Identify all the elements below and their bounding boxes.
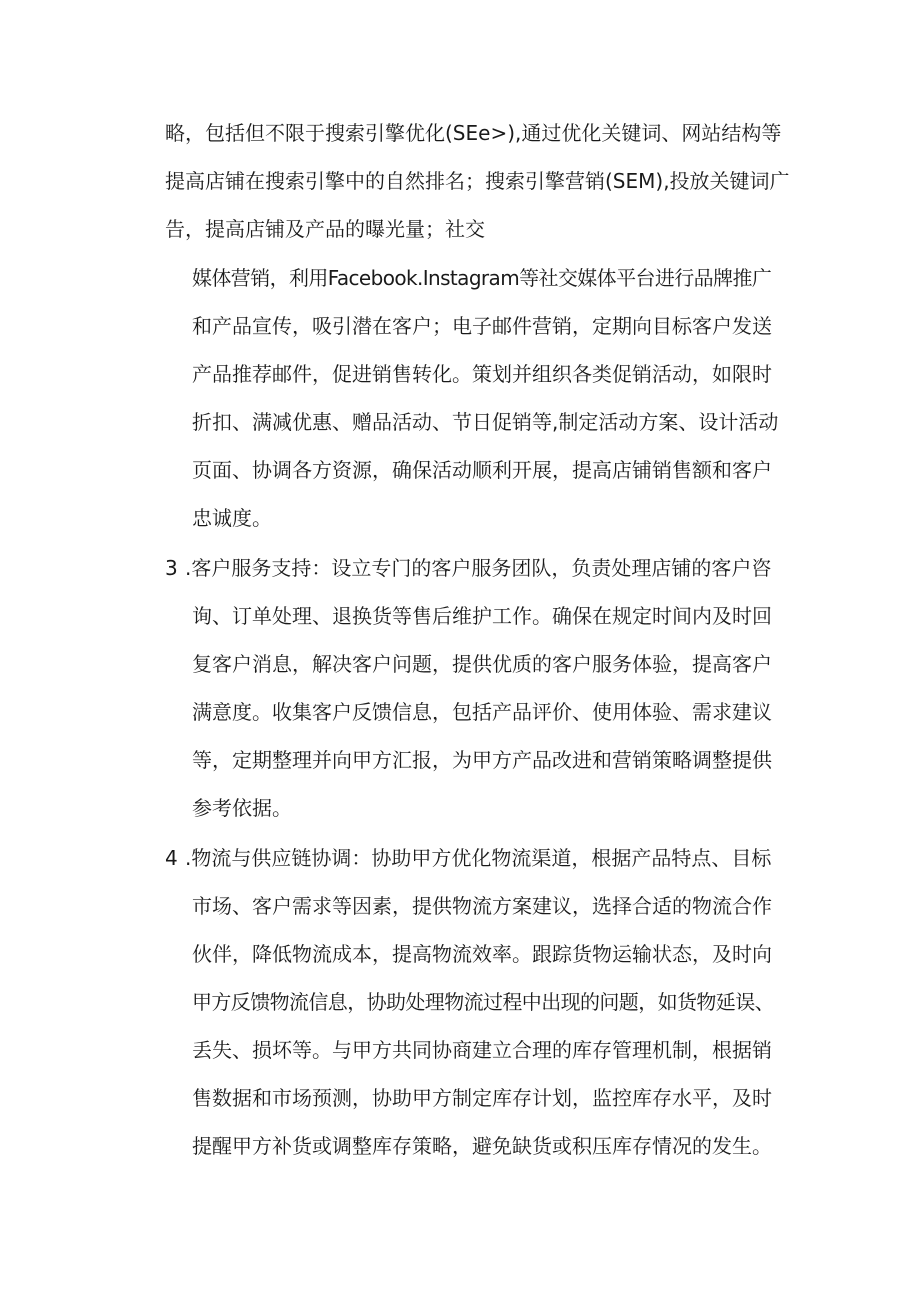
media-line-1: 媒体营销，利用Facebook.Instagram等社交媒体平台进行品牌推广 (192, 266, 772, 290)
section-3-line-3: 复客户消息，解决客户问题，提供优质的客户服务体验，提高客户 (192, 652, 772, 676)
media-line-4: 折扣、满减优惠、赠品活动、节日促销等,制定活动方案、设计活动 (192, 410, 779, 434)
media-line-5: 页面、协调各方资源，确保活动顺利开展，提高店铺销售额和客户 (192, 458, 772, 482)
section-3-line-4: 满意度。收集客户反馈信息，包括产品评价、使用体验、需求建议 (192, 700, 772, 724)
section-4-number: 4 (165, 846, 178, 870)
media-line-3: 产品推荐邮件，促进销售转化。策划并组织各类促销活动，如限时 (192, 362, 772, 386)
section-3-number: 3 (165, 556, 178, 580)
section-4-line-5: 丢失、损坏等。与甲方共同协商建立合理的库存管理机制，根据销 (192, 1038, 772, 1062)
section-4-line-1: .物流与供应链协调：协助甲方优化物流渠道，根据产品特点、目标 (185, 846, 772, 870)
section-3-line-5: 等，定期整理并向甲方汇报，为甲方产品改进和营销策略调整提供 (192, 748, 772, 772)
media-line-2: 和产品宣传，吸引潜在客户；电子邮件营销，定期向目标客户发送 (192, 314, 772, 338)
intro-line-2: 提高店铺在搜索引擎中的自然排名；搜索引擎营销(SEM),投放关键词广 (165, 169, 790, 193)
section-4-line-3: 伙伴，降低物流成本，提高物流效率。跟踪货物运输状态，及时向 (192, 942, 772, 966)
section-4-line-2: 市场、客户需求等因素，提供物流方案建议，选择合适的物流合作 (192, 894, 772, 918)
section-4-line-4: 甲方反馈物流信息，协助处理物流过程中出现的问题，如货物延误、 (192, 990, 774, 1014)
media-line-6: 忠诚度。 (192, 506, 272, 530)
section-3-line-6: 参考依据。 (192, 796, 292, 820)
intro-line-3: 告，提高店铺及产品的曝光量；社交 (165, 217, 485, 241)
section-3-line-1: .客户服务支持：设立专门的客户服务团队，负责处理店铺的客户咨 (185, 556, 772, 580)
section-3-line-2: 询、订单处理、退换货等售后维护工作。确保在规定时间内及时回 (192, 604, 772, 628)
intro-line-1: 略，包括但不限于搜索引擎优化(SEe>),通过优化关键词、网站结构等 (165, 121, 782, 145)
section-4-line-6: 售数据和市场预测，协助甲方制定库存计划，监控库存水平，及时 (192, 1086, 772, 1110)
section-4-line-7: 提醒甲方补货或调整库存策略，避免缺货或积压库存情况的发生。 (192, 1134, 772, 1158)
